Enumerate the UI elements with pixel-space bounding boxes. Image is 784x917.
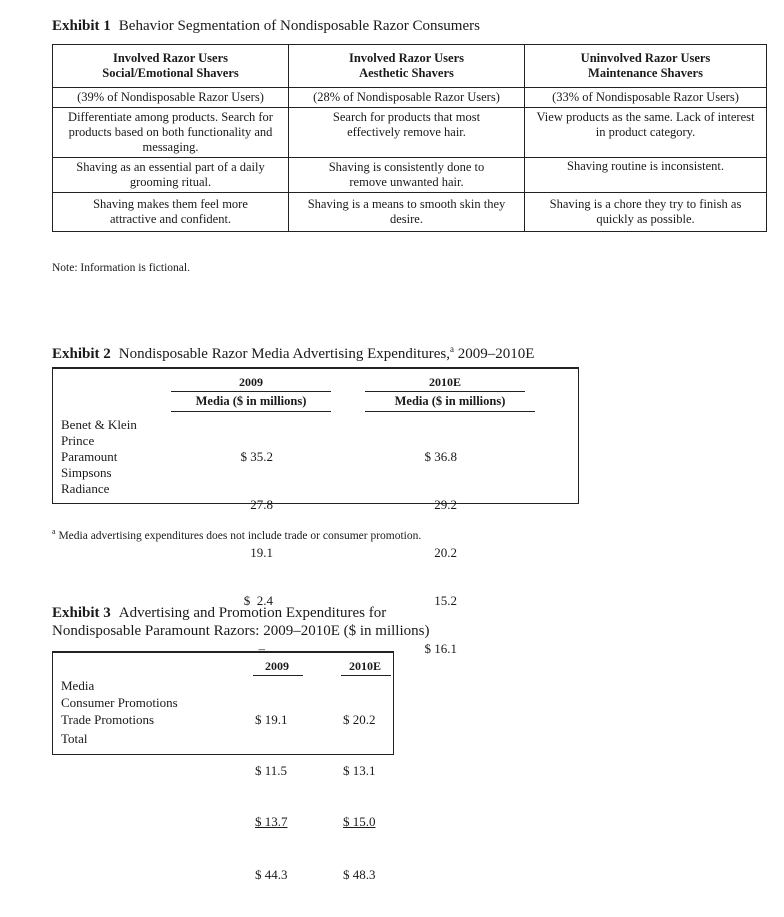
share-cell: (39% of Nondisposable Razor Users) <box>53 88 289 108</box>
company-name: Prince <box>61 433 95 448</box>
table-row <box>53 158 767 193</box>
col-2009-rule <box>171 391 331 392</box>
value-2009: $ 35.2 <box>240 449 273 464</box>
table-cell: Shaving is consistently done to remove unwanted hair. <box>289 158 525 193</box>
footnote-text: Media advertising expenditures does not include trade or consumer promotion. <box>55 529 422 542</box>
company-names <box>61 417 137 497</box>
value-2009: 19.1 <box>250 545 273 560</box>
value-2010: 15.2 <box>434 593 457 608</box>
table-row-share <box>53 88 767 108</box>
value-2009: $ 13.7 <box>255 814 288 829</box>
share-cell: (33% of Nondisposable Razor Users) <box>525 88 767 108</box>
values-2010 <box>343 677 376 917</box>
exhibit2-footnote <box>52 527 421 542</box>
value-2010: $ 15.0 <box>343 814 376 829</box>
table-cell: Search for products that most effectively remove hair. <box>289 108 525 158</box>
company-name: Paramount <box>61 449 118 464</box>
value-2010: 20.2 <box>434 545 457 560</box>
expense-name: Consumer Promotions <box>61 695 178 710</box>
header-aesthetic: Involved Razor Users Aesthetic Shavers <box>289 45 525 88</box>
values-2009 <box>229 417 273 689</box>
value-2010: 29.2 <box>434 497 457 512</box>
col-2009-rule <box>253 675 303 676</box>
col-2010-year: 2010E <box>428 375 461 389</box>
col-2010-rule <box>365 391 525 392</box>
exhibit2-title-suffix: 2009–2010E <box>453 346 535 362</box>
col-2010-rule <box>341 675 391 676</box>
values-2010 <box>417 417 457 689</box>
value-2009: $ 2.4 <box>243 593 273 608</box>
table-row <box>53 193 767 232</box>
col-2009-year: 2009 <box>265 659 289 673</box>
paramount-expenditures-table <box>52 651 394 882</box>
value-2009: $ 19.1 <box>255 712 288 727</box>
segmentation-table <box>52 44 767 232</box>
col-2010-unit: Media ($ in millions) <box>394 394 506 408</box>
exhibit2-label: Exhibit 2 <box>52 346 111 362</box>
company-name: Simpsons <box>61 465 112 480</box>
value-2010: $ 20.2 <box>343 712 376 727</box>
table-cell: Shaving as an essential part of a daily grooming ritual. <box>53 158 289 193</box>
header-social-emotional: Involved Razor Users Social/Emotional Shavers <box>53 45 289 88</box>
table-cell: Shaving routine is inconsistent. <box>525 158 767 193</box>
values-2009 <box>255 677 288 917</box>
exhibit1-title <box>52 17 480 35</box>
exhibit2-title-text: Nondisposable Razor Media Advertising Expenditures, <box>118 346 450 362</box>
col-2009-rule-bottom <box>171 411 331 412</box>
value-2009: $ 11.5 <box>255 763 288 778</box>
col-2009-year: 2009 <box>239 375 263 389</box>
value-2009: $ 44.3 <box>255 867 288 882</box>
value-2010: $ 13.1 <box>343 763 376 778</box>
expense-name: Total <box>61 731 88 746</box>
table-cell: Shaving is a chore they try to finish as quickly as possible. <box>525 193 767 232</box>
exhibit3-title-line2: Nondisposable Paramount Razors: 2009–2010E ($ in millions) <box>52 623 430 639</box>
value-2010: $ 48.3 <box>343 867 376 882</box>
exhibit2-title <box>52 340 534 363</box>
table-cell: View products as the same. Lack of interest in product category. <box>525 108 767 158</box>
company-name: Radiance <box>61 481 110 496</box>
col-2009-unit: Media ($ in millions) <box>195 394 307 408</box>
expense-categories <box>61 677 178 747</box>
header-maintenance: Uninvolved Razor Users Maintenance Shavers <box>525 45 767 88</box>
exhibit1-note: Note: Information is fictional. <box>52 262 190 274</box>
value-2009: 27.8 <box>250 497 273 512</box>
footnote-marker: a <box>52 527 56 536</box>
table-row <box>53 108 767 158</box>
table-header-row <box>53 45 767 88</box>
value-2010: $ 16.1 <box>424 641 457 656</box>
exhibit3-title <box>52 604 429 640</box>
exhibit1-title-text: Behavior Segmentation of Nondisposable Razor Consumers <box>118 18 480 34</box>
table-cell: Shaving makes them feel more attractive and confident. <box>53 193 289 232</box>
value-2010: $ 36.8 <box>424 449 457 464</box>
table-cell: Shaving is a means to smooth skin they desire. <box>289 193 525 232</box>
exhibit3-title-line1: Advertising and Promotion Expenditures for <box>118 605 387 621</box>
expense-name: Trade Promotions <box>61 712 155 727</box>
share-cell: (28% of Nondisposable Razor Users) <box>289 88 525 108</box>
exhibit1-label: Exhibit 1 <box>52 18 111 34</box>
expense-name: Media <box>61 678 95 693</box>
exhibit3-label: Exhibit 3 <box>52 605 111 621</box>
table-cell: Differentiate among products. Search for products based on both functionality and messaging. <box>53 108 289 158</box>
footnote-marker: a <box>449 344 454 354</box>
col-2010-year: 2010E <box>349 659 382 673</box>
col-2010-rule-bottom <box>365 411 535 412</box>
company-name: Benet & Klein <box>61 417 137 432</box>
value-2009: – <box>258 641 265 656</box>
